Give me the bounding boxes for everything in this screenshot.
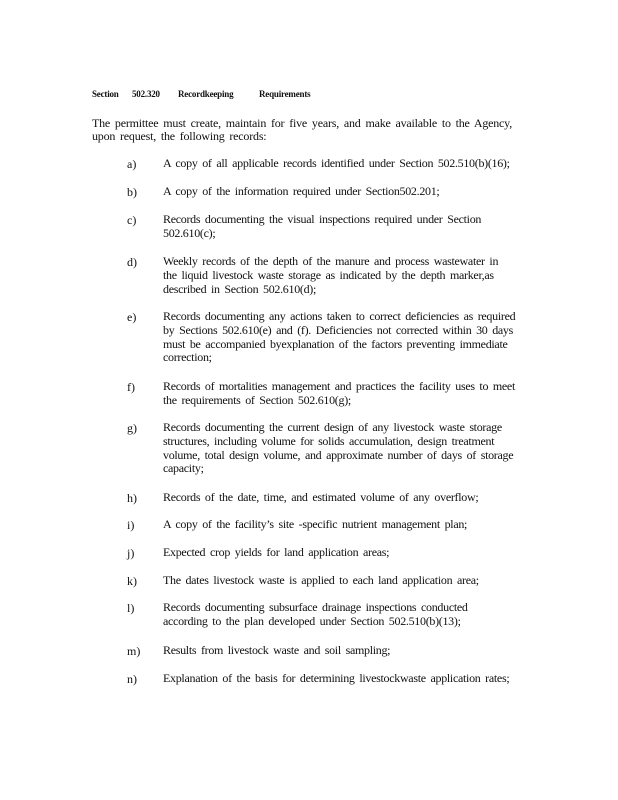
- item-text: Weekly records of the depth of the manure and process wastewater in the liquid livestock waste storage as indicated by the depth marker,as described in Section 502.610(d);: [163, 254, 499, 296]
- intro-paragraph: The permittee must create, maintain for five years, and make available to the Agency, upon request, the following records:: [92, 116, 512, 143]
- item-letter: b): [127, 185, 137, 199]
- item-text: Records documenting the visual inspections required under Section 502.610(c);: [163, 212, 482, 240]
- item-text: A copy of the information required under Section502.201;: [163, 184, 440, 198]
- item-letter: l): [127, 601, 135, 615]
- item-text: Explanation of the basis for determining livestockwaste application rates;: [163, 671, 510, 685]
- section-number: 502.320: [132, 89, 160, 99]
- item-letter: d): [127, 255, 137, 269]
- item-letter: c): [127, 213, 137, 227]
- item-text: The dates livestock waste is applied to each land application area;: [163, 573, 479, 587]
- item-text: Records of the date, time, and estimated volume of any overflow;: [163, 490, 479, 504]
- item-letter: k): [127, 574, 137, 588]
- item-letter: i): [127, 518, 135, 532]
- item-text: Records of mortalities management and practices the facility uses to meet the requirements of Section 502.610(g);: [163, 379, 515, 407]
- item-letter: h): [127, 491, 137, 505]
- section-title-word-1: Recordkeeping: [178, 89, 234, 99]
- item-text: Records documenting any actions taken to correct deficiencies as required by Sections 502.610(e) and (f). Deficiencies not corrected within 30 days must be accompanied byexplanation of the factors preventing immediate correction;: [163, 309, 516, 365]
- item-letter: e): [127, 310, 137, 324]
- item-letter: m): [127, 644, 141, 658]
- item-letter: j): [127, 546, 135, 560]
- item-text: Expected crop yields for land application areas;: [163, 545, 390, 559]
- item-text: Records documenting the current design of any livestock waste storage structures, including volume for solids accumulation, design treatment volume, total design volume, and approximate number of days of storage capacity;: [163, 420, 514, 476]
- section-label: Section: [92, 89, 119, 99]
- item-text: A copy of the facility’s site -specific nutrient management plan;: [163, 517, 468, 531]
- item-letter: n): [127, 672, 137, 686]
- item-text: Results from livestock waste and soil sampling;: [163, 643, 391, 657]
- item-text: A copy of all applicable records identified under Section 502.510(b)(16);: [163, 156, 510, 170]
- item-letter: g): [127, 421, 137, 435]
- section-title-word-2: Requirements: [259, 89, 311, 99]
- item-letter: f): [127, 380, 135, 394]
- item-letter: a): [127, 157, 137, 171]
- item-text: Records documenting subsurface drainage inspections conducted according to the plan developed under Section 502.510(b)(13);: [163, 600, 468, 628]
